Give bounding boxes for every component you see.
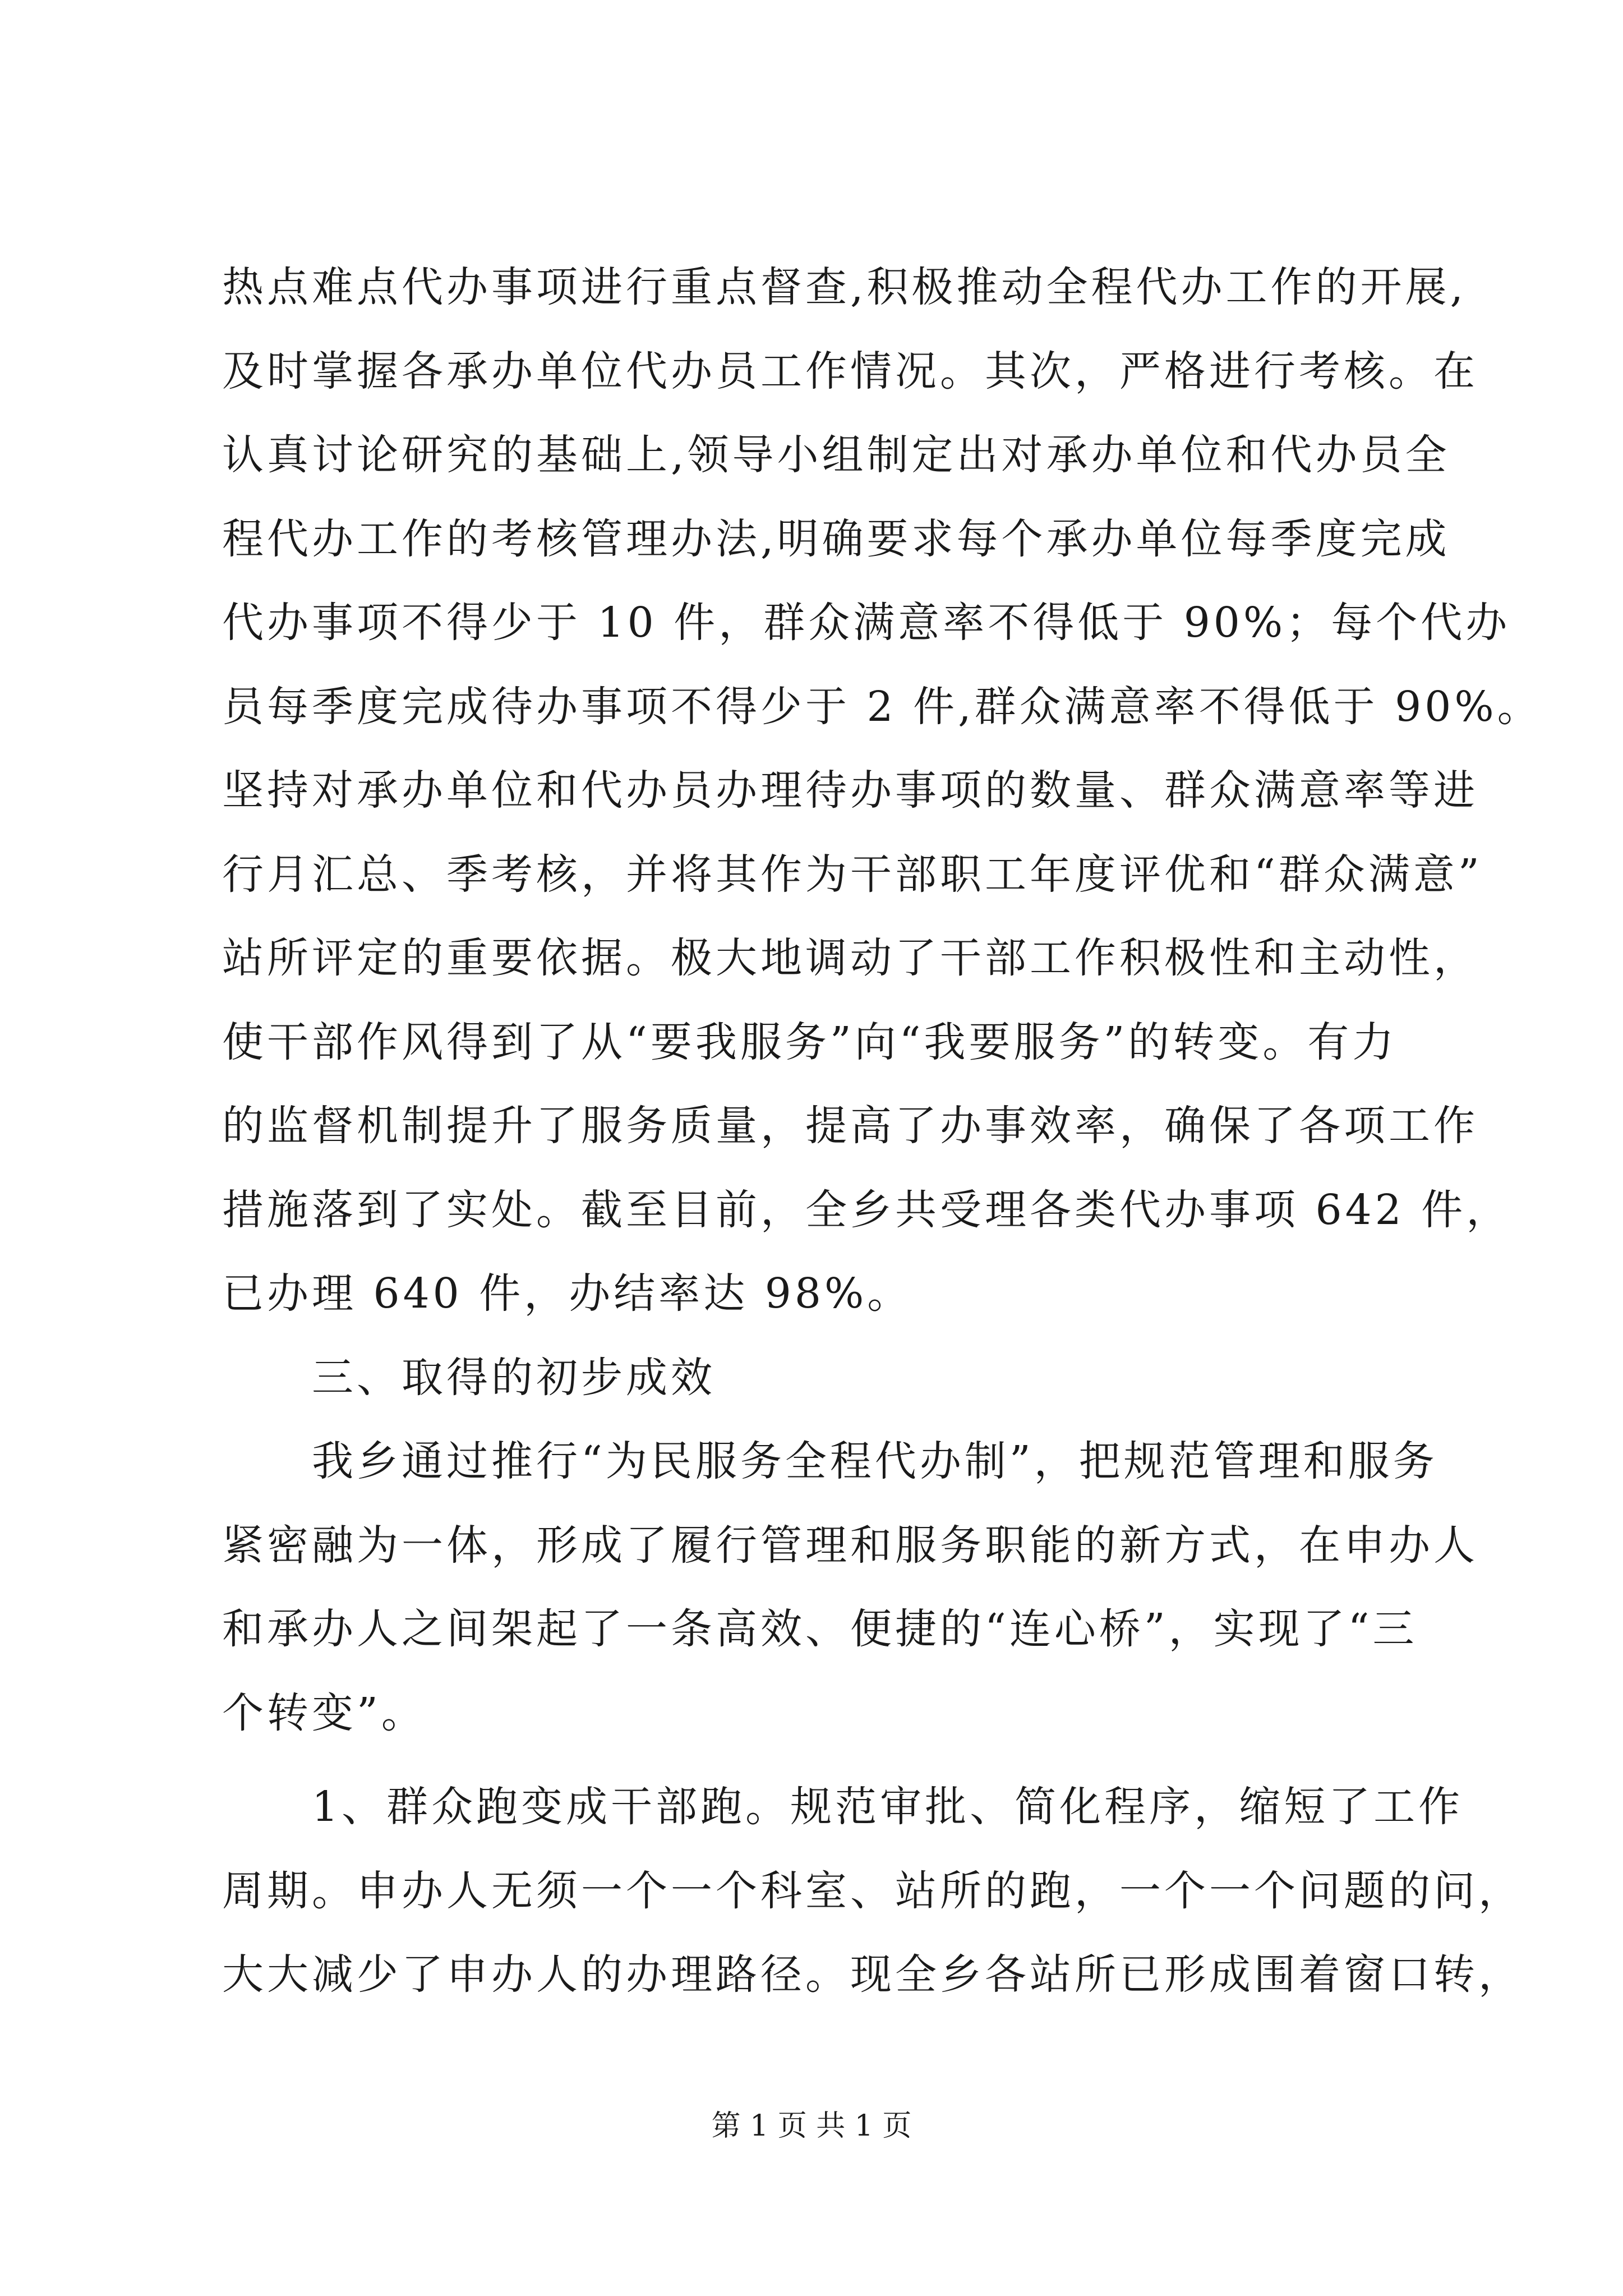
text-line: 1、群众跑变成干部跑。规范审批、简化程序，缩短了工作 (222, 1783, 1464, 1831)
section-heading: 三、取得的初步成效 (222, 1353, 716, 1402)
text-line: 坚持对承办单位和代办员办理待办事项的数量、群众满意率等进 (222, 766, 1478, 815)
text-line: 员每季度完成待办事项不得少于 2 件,群众满意率不得低于 90%。 (222, 682, 1542, 731)
paragraph-spacer (222, 1755, 1433, 1765)
text-line: 代办事项不得少于 10 件，群众满意率不得低于 90%；每个代办 (222, 599, 1511, 647)
text-line: 认真讨论研究的基础上,领导小组制定出对承办单位和代办员全 (222, 431, 1450, 479)
page-footer: 第 1 页 共 1 页 (711, 2109, 912, 2143)
text-line: 和承办人之间架起了一条高效、便捷的“连心桥”，实现了“三 (222, 1605, 1418, 1653)
text-line: 紧密融为一体，形成了履行管理和服务职能的新方式，在申办人 (222, 1521, 1478, 1570)
text-line: 已办理 640 件，办结率达 98%。 (222, 1269, 912, 1318)
text-line: 及时掌握各承办单位代办员工作情况。其次，严格进行考核。在 (222, 347, 1478, 395)
document-body (222, 246, 1542, 2017)
text-line: 个转变”。 (222, 1688, 426, 1737)
text-line: 周期。申办人无须一个一个科室、站所的跑，一个一个问题的问， (222, 1866, 1523, 1915)
text-line: 程代办工作的考核管理办法,明确要求每个承办单位每季度完成 (222, 514, 1450, 563)
text-line: 站所评定的重要依据。极大地调动了干部工作积极性和主动性， (222, 934, 1478, 982)
text-line: 行月汇总、季考核，并将其作为干部职工年度评优和“群众满意” (222, 850, 1483, 899)
text-line: 使干部作风得到了从“要我服务”向“我要服务”的转变。有力 (222, 1018, 1398, 1066)
text-line: 热点难点代办事项进行重点督查,积极推动全程代办工作的开展, (222, 263, 1467, 311)
text-line: 大大减少了申办人的办理路径。现全乡各站所已形成围着窗口转， (222, 1950, 1523, 1999)
text-line: 措施落到了实处。截至目前，全乡共受理各类代办事项 642 件， (222, 1185, 1511, 1234)
text-line: 我乡通过推行“为民服务全程代办制”，把规范管理和服务 (222, 1437, 1438, 1485)
text-line: 的监督机制提升了服务质量，提高了办事效率，确保了各项工作 (222, 1102, 1478, 1150)
